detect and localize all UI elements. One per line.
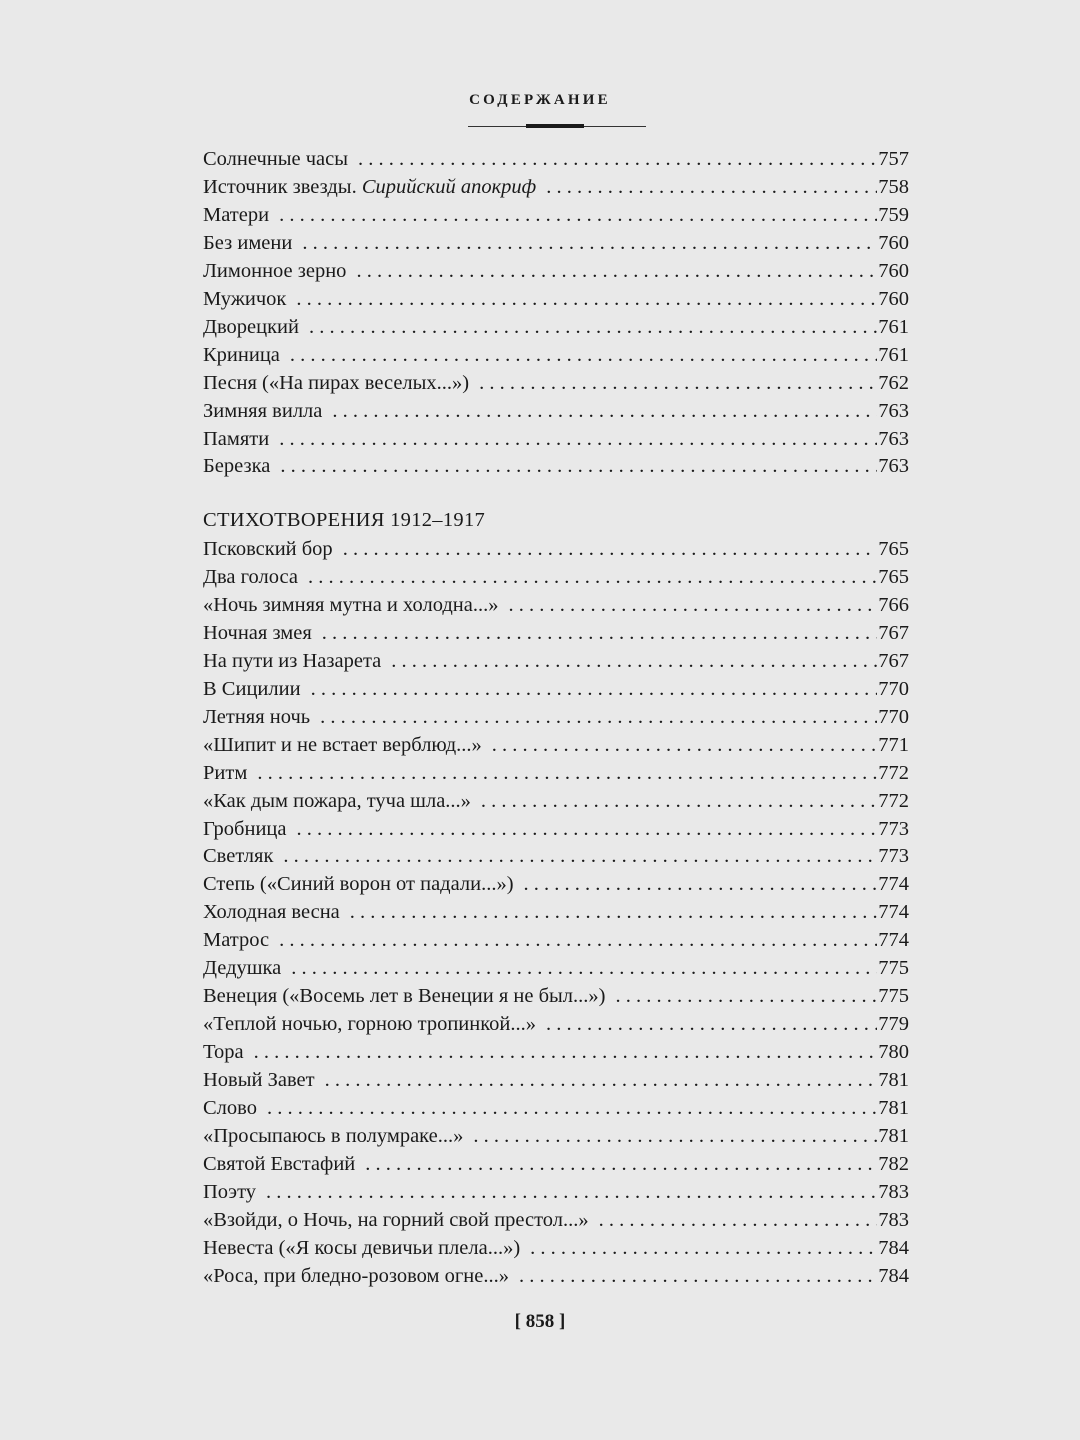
- toc-entry: [203, 1094, 909, 1122]
- dot-leader: [308, 563, 877, 591]
- dot-leader: [267, 1094, 877, 1122]
- toc-entry-page: 760: [878, 287, 909, 310]
- toc-entry-title: [203, 731, 482, 759]
- toc-entry-title-text: «Ночь зимняя мутна и холодна...»: [203, 593, 499, 616]
- toc-entry-page: 759: [878, 203, 909, 226]
- toc-entry-page: 760: [878, 231, 909, 254]
- toc-entry-title-text: Летняя ночь: [203, 705, 311, 728]
- toc-entry: [203, 759, 909, 787]
- toc-entry: [203, 1178, 909, 1206]
- dot-leader: [358, 145, 877, 173]
- toc-entry: [203, 145, 909, 173]
- toc-entry-title-text: «Просыпаюсь в полумраке...»: [203, 1124, 464, 1147]
- toc-entry-title: [203, 647, 381, 675]
- dot-leader: [297, 815, 878, 843]
- dot-leader: [509, 591, 878, 619]
- toc-entry: [203, 1010, 909, 1038]
- toc-entry: [203, 1262, 909, 1290]
- dot-leader: [320, 703, 877, 731]
- toc-entry-page: 763: [878, 399, 909, 422]
- dot-leader: [325, 1066, 878, 1094]
- dot-leader: [279, 926, 877, 954]
- toc-entry: [203, 898, 909, 926]
- toc-entry-title: [203, 285, 286, 313]
- toc-entry-title-text: Светляк: [203, 845, 274, 868]
- dot-leader: [546, 173, 877, 201]
- toc-entry-page: 775: [878, 957, 909, 980]
- toc-entry-title: [203, 870, 514, 898]
- dot-leader: [479, 369, 877, 397]
- toc-entry-title: [203, 1206, 589, 1234]
- toc-entry-title: [203, 452, 270, 480]
- toc-entry: [203, 425, 909, 453]
- toc-entry-page: 775: [878, 985, 909, 1008]
- toc-entry-title: [203, 1150, 355, 1178]
- toc-entry-title: [203, 1094, 257, 1122]
- toc-entry-title: [203, 397, 322, 425]
- toc-entry-page: 765: [878, 565, 909, 588]
- toc-entry: [203, 201, 909, 229]
- toc-entry: [203, 285, 909, 313]
- toc-entry: [203, 675, 909, 703]
- toc-entry-title-text: «Роса, при бледно-розовом огне...»: [203, 1264, 509, 1287]
- toc-entry-title-text: Криница: [203, 343, 280, 366]
- dot-leader: [492, 731, 877, 759]
- toc-entry-title-text: Святой Евстафий: [203, 1152, 356, 1175]
- toc-entry: [203, 341, 909, 369]
- dot-leader: [309, 313, 877, 341]
- toc-entry-title: [203, 591, 499, 619]
- toc-entry-title-text: Матери: [203, 203, 270, 226]
- toc-entry-page: 782: [878, 1152, 909, 1175]
- dot-leader: [291, 954, 877, 982]
- toc-entry-title-text: Гробница: [203, 817, 287, 840]
- toc-entry-title: [203, 787, 471, 815]
- dot-leader: [524, 870, 878, 898]
- toc-entry-title-text: «Взойди, о Ночь, на горний свой престол...»: [203, 1208, 589, 1231]
- toc-entry-title: [203, 1178, 256, 1206]
- dot-leader: [322, 619, 877, 647]
- dot-leader: [391, 647, 877, 675]
- toc-entry-title: [203, 815, 287, 843]
- toc-entry-title-text: Поэту: [203, 1180, 257, 1203]
- toc-entry-title: [203, 201, 269, 229]
- toc-entry-title-text: Дедушка: [203, 957, 282, 980]
- toc-entry-title: [203, 1234, 520, 1262]
- toc-entry-page: 766: [878, 593, 909, 616]
- dot-leader: [481, 787, 877, 815]
- dot-leader: [266, 1178, 877, 1206]
- toc-entry: [203, 591, 909, 619]
- toc-entry-page: 773: [878, 817, 909, 840]
- toc-entry-page: 774: [878, 873, 909, 896]
- dot-leader: [615, 982, 877, 1010]
- toc-entry: [203, 954, 909, 982]
- toc-entry-title: [203, 982, 605, 1010]
- toc-entry-page: 760: [878, 259, 909, 282]
- toc-entry-title-text: Новый Завет: [203, 1069, 315, 1092]
- toc-entry-page: 783: [878, 1208, 909, 1231]
- toc-entry-page: 757: [878, 148, 909, 170]
- toc-entry-title-text: Невеста («Я косы девичьи плела...»): [203, 1236, 521, 1259]
- toc-entry: [203, 1122, 909, 1150]
- dot-leader: [296, 285, 877, 313]
- toc-entry-page: 771: [878, 733, 909, 756]
- toc-entry-title-text: «Как дым пожара, туча шла...»: [203, 789, 471, 812]
- toc-entry-title: [203, 1262, 509, 1290]
- toc-entry-title: [203, 842, 273, 870]
- dot-leader: [356, 257, 877, 285]
- toc-entry-title-text: Лимонное зерно: [203, 259, 347, 282]
- dot-leader: [280, 452, 877, 480]
- toc-entry-page: 772: [878, 761, 909, 784]
- header-rule: [468, 124, 646, 129]
- toc-entry: [203, 563, 909, 591]
- toc-entry: [203, 731, 909, 759]
- toc-entry: [203, 842, 909, 870]
- dot-leader: [283, 842, 877, 870]
- toc-entry-title-text: «Теплой ночью, горною тропинкой...»: [203, 1013, 536, 1036]
- toc-entry-page: 784: [878, 1264, 909, 1287]
- toc-entry-page: 774: [878, 901, 909, 924]
- toc-entry-subtitle: Сирийский апокриф: [361, 175, 537, 198]
- toc-entry-page: 774: [878, 929, 909, 952]
- toc-entry-title-text: Венеция («Восемь лет в Венеции я не был...»): [203, 985, 606, 1008]
- toc-entry-title-text: В Сицилии: [203, 677, 301, 700]
- toc-entry-page: 761: [878, 315, 909, 338]
- toc-entry-page: 761: [878, 343, 909, 366]
- toc-entry-title-text: Зимняя вилла: [203, 399, 323, 422]
- dot-leader: [254, 1038, 878, 1066]
- toc-entry-title-text: Холодная весна: [203, 901, 340, 924]
- toc-entry: [203, 1234, 909, 1262]
- toc-entry-title: [203, 369, 469, 397]
- toc-entry-title: [203, 954, 281, 982]
- toc-entry-title: [203, 257, 346, 285]
- header-rule-bold-line: [526, 124, 584, 128]
- toc-entry-page: 770: [878, 705, 909, 728]
- toc-entry-title-text: На пути из Назарета: [203, 649, 382, 672]
- toc-entry-page: 781: [878, 1069, 909, 1092]
- dot-leader: [290, 341, 877, 369]
- toc-entry-page: 770: [878, 677, 909, 700]
- toc-entry-title-text: Песня («На пирах веселых...»): [203, 371, 470, 394]
- toc-entry-title-text: Матрос: [203, 929, 270, 952]
- toc-entry: [203, 397, 909, 425]
- dot-leader: [519, 1262, 877, 1290]
- toc-entry-page: 784: [878, 1236, 909, 1259]
- toc-entry-title-text: Дворецкий: [203, 315, 299, 338]
- toc-entry: [203, 870, 909, 898]
- toc-entry-page: 780: [878, 1041, 909, 1064]
- dot-leader: [365, 1150, 877, 1178]
- dot-leader: [599, 1206, 878, 1234]
- toc-entry-page: 767: [878, 621, 909, 644]
- toc-entry-title-text: Мужичок: [203, 287, 287, 310]
- dot-leader: [473, 1122, 877, 1150]
- dot-leader: [311, 675, 878, 703]
- toc-entry-title-text: Псковский бор: [203, 538, 333, 560]
- dot-leader: [530, 1234, 877, 1262]
- toc-entry-title-text: Памяти: [203, 427, 270, 450]
- toc-entry: [203, 619, 909, 647]
- toc-entry-title: [203, 759, 247, 787]
- toc-entry-page: 767: [878, 649, 909, 672]
- toc-entry-title-text: Солнечные часы: [203, 148, 349, 170]
- toc-entry-title-text: Березка: [203, 455, 271, 478]
- dot-leader: [546, 1010, 877, 1038]
- toc-entry-title: [203, 926, 269, 954]
- toc-entry-title: [203, 425, 269, 453]
- toc-entry: [203, 369, 909, 397]
- toc-entry-title-text: Тора: [203, 1041, 244, 1064]
- toc-entry-page: 779: [878, 1013, 909, 1036]
- toc-entry-page: 772: [878, 789, 909, 812]
- dot-leader: [279, 425, 877, 453]
- toc-entry: [203, 982, 909, 1010]
- toc-entry-title: [203, 173, 536, 201]
- toc-entry-title: [203, 145, 348, 173]
- toc-entry: [203, 815, 909, 843]
- toc-entry-title: [203, 619, 312, 647]
- toc-entry-page: 781: [878, 1097, 909, 1119]
- toc-entry-title-text: Источник звезды.: [203, 175, 357, 198]
- toc-entry-title: [203, 341, 280, 369]
- toc-entry: [203, 452, 909, 480]
- toc-entry-page: 758: [878, 175, 909, 198]
- toc-entry: [203, 1066, 909, 1094]
- toc-entry-title: [203, 1122, 463, 1150]
- toc-entry-title: [203, 313, 299, 341]
- toc-entry: [203, 257, 909, 285]
- dot-leader: [257, 759, 877, 787]
- toc-entry-title-text: Без имени: [203, 231, 293, 254]
- toc-entry-title: [203, 1010, 536, 1038]
- toc-entry-title-text: Степь («Синий ворон от падали...»): [203, 873, 514, 896]
- toc-entry-title-text: Два голоса: [203, 565, 298, 588]
- toc-entry: [203, 1038, 909, 1066]
- running-header: СОДЕРЖАНИЕ: [469, 92, 611, 108]
- page-number: [ 858 ]: [514, 1311, 566, 1332]
- toc-entry-title-text: «Шипит и не встает верблюд...»: [203, 733, 482, 756]
- toc-entry-page: 762: [878, 371, 909, 394]
- toc-entry-title: [203, 1038, 244, 1066]
- toc-entry-title: [203, 535, 333, 563]
- toc-entry: [203, 926, 909, 954]
- toc-entry: [203, 787, 909, 815]
- toc-entry: [203, 1150, 909, 1178]
- toc-entry: [203, 647, 909, 675]
- toc-entry-title: [203, 675, 301, 703]
- dot-leader: [302, 229, 877, 257]
- toc-entry-title: [203, 1066, 315, 1094]
- toc-entry-page: 765: [878, 538, 909, 560]
- toc-entry: [203, 535, 909, 563]
- toc-entry-title: [203, 563, 298, 591]
- toc-entry-title-text: Ритм: [203, 761, 248, 784]
- toc-entry-page: 783: [878, 1180, 909, 1203]
- toc-entry-page: 763: [878, 455, 909, 478]
- toc-entry-title: [203, 898, 340, 926]
- toc-entry-title: [203, 229, 292, 257]
- toc-entry: [203, 313, 909, 341]
- toc-entry: [203, 229, 909, 257]
- section-title: СТИХОТВОРЕНИЯ 1912–1917: [203, 509, 486, 531]
- toc-entry-title-text: Слово: [203, 1097, 257, 1119]
- dot-leader: [350, 898, 877, 926]
- dot-leader: [332, 397, 877, 425]
- toc-entry-page: 781: [878, 1124, 909, 1147]
- toc-entry: [203, 703, 909, 731]
- toc-entry-page: 763: [878, 427, 909, 450]
- dot-leader: [279, 201, 877, 229]
- toc-entry-title-text: Ночная змея: [203, 621, 312, 644]
- toc-entry: [203, 173, 909, 201]
- toc-entry-page: 773: [878, 845, 909, 868]
- dot-leader: [343, 535, 878, 563]
- toc-entry: [203, 1206, 909, 1234]
- toc-entry-title: [203, 703, 310, 731]
